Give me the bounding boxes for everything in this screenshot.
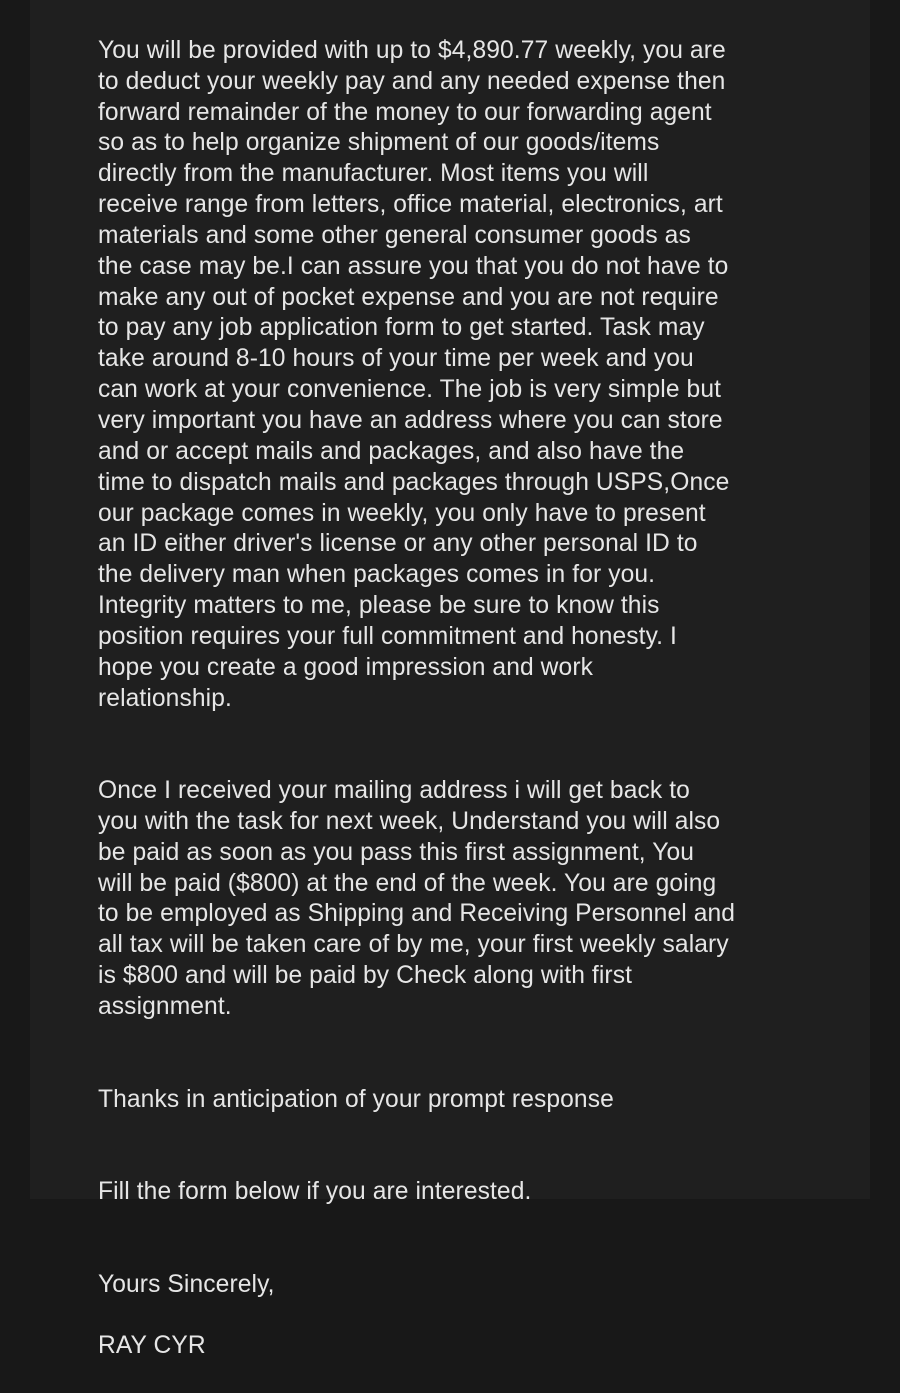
email-body (98, 5, 818, 1393)
email-paragraph-offer: You will be provided with up to $4,890.77 weekly, you are to deduct your weekly pay and any needed expense then forward remainder of the money to our forwarding agent so as to help organize shipment of our goods/items directly from the manufacturer. Most items you will receive range from letters, office material, electronics, art materials and some other general consumer goods as the case may be.I can assure you that you do not have to make any out of pocket expense and you are not require to pay any job application form to get started. Task may take around 8-10 hours of your time per week and you can work at your convenience. The job is very simple but very important you have an address where you can store and or accept mails and packages, and also have the time to dispatch mails and packages through USPS,Once our package comes in weekly, you only have to present an ID either driver's license or any other personal ID to the delivery man when packages comes in for you. Integrity matters to me, please be sure to know this position requires your full commitment and honesty. I hope you create a good impression and work relationship. (98, 36, 730, 712)
email-paragraph-form-request: Fill the form below if you are interested. (98, 1178, 532, 1206)
email-paragraph-payment: Once I received your mailing address i will get back to you with the task for next week, Understand you will also be paid as soon as you pass this first assignment, You will be paid ($800) at the end of the week. You are going to be employed as Shipping and Receiving Personnel and all tax will be taken care of by me, your first weekly salary is $800 and will be paid by Check along with first assignment. (98, 777, 736, 1020)
email-signature: RAY CYR (98, 1332, 206, 1360)
email-paragraph-thanks: Thanks in anticipation of your prompt response (98, 1085, 614, 1113)
email-closing: Yours Sincerely, (98, 1270, 275, 1298)
